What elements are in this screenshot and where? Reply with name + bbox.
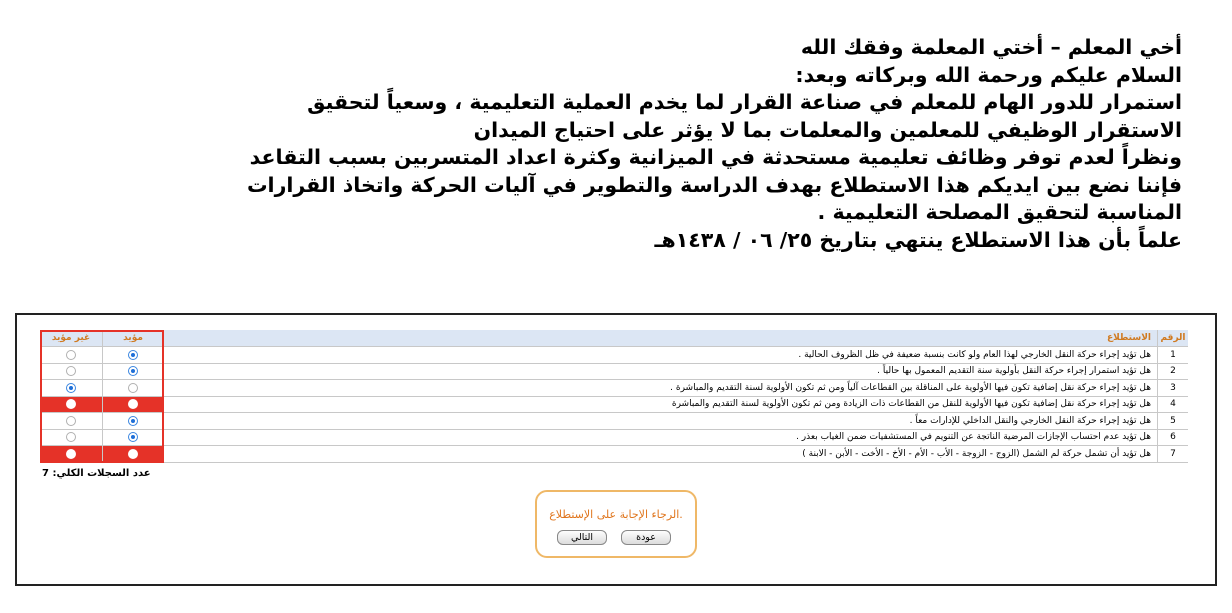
disagree-radio[interactable]	[66, 416, 76, 426]
disagree-cell	[40, 446, 103, 462]
agree-cell	[103, 430, 164, 446]
row-number: 4	[1157, 397, 1188, 413]
table-row	[40, 380, 1188, 397]
header-agree: مؤيد	[103, 330, 164, 346]
disagree-radio[interactable]	[66, 350, 76, 360]
disagree-cell	[40, 347, 103, 363]
row-number: 5	[1157, 413, 1188, 429]
table-row	[40, 397, 1188, 414]
disagree-cell	[40, 413, 103, 429]
header-disagree: غير مؤيد	[40, 330, 103, 346]
table-row	[40, 347, 1188, 364]
row-number: 7	[1157, 446, 1188, 462]
alert-dialog	[535, 490, 697, 558]
row-question: هل تؤيد أن تشمل حركة لم الشمل (الزوج - الزوجة - الأب - الأم - الأخ - الأخت - الأبن - الابنة )	[802, 448, 1151, 459]
agree-cell	[103, 413, 164, 429]
agree-radio[interactable]	[128, 449, 138, 459]
dialog-message: .الرجاء الإجابة على الإستطلاع	[549, 508, 683, 521]
next-button[interactable]: التالي	[557, 530, 607, 545]
agree-radio[interactable]	[128, 383, 138, 393]
table-row	[40, 413, 1188, 430]
agree-radio[interactable]	[128, 399, 138, 409]
letter-line: فإننا نضع بين ايديكم هذا الاستطلاع بهدف الدراسة والتطوير في آليات الحركة واتخاذ القرارات	[246, 172, 1182, 197]
row-question: هل تؤيد إجراء حركة النقل الخارجي والنقل الداخلي للإدارات معاً .	[909, 415, 1151, 426]
row-number: 3	[1157, 380, 1188, 396]
disagree-radio[interactable]	[66, 366, 76, 376]
letter-line: علماً بأن هذا الاستطلاع ينتهي بتاريخ ٢٥/ ٠٦ / ١٤٣٨هـ	[654, 227, 1182, 252]
table-row	[40, 364, 1188, 381]
letter-line: السلام عليكم ورحمة الله وبركاته وبعد:	[795, 62, 1182, 87]
agree-cell	[103, 446, 164, 462]
agree-radio[interactable]	[128, 432, 138, 442]
agree-cell	[103, 380, 164, 396]
letter-line: المناسبة لتحقيق المصلحة التعليمية .	[817, 200, 1182, 224]
agree-cell	[103, 397, 164, 413]
row-question: هل تؤيد استمرار إجراء حركة النقل بأولوية سنة التقديم المعمول بها حالياً .	[877, 366, 1151, 377]
row-question: هل تؤيد إجراء حركة نقل إضافية تكون فيها الأولوية على المناقلة بين القطاعات آلياً ومن ثم تكون الأولوية لسنة التقديم والمباشرة .	[670, 382, 1151, 393]
row-question: هل تؤيد عدم احتساب الإجازات المرضية الناتجة عن التنويم في المستشفيات ضمن الغياب بعذر .	[796, 432, 1151, 443]
back-button[interactable]: عودة	[621, 530, 671, 545]
row-number: 2	[1157, 364, 1188, 380]
table-row	[40, 430, 1188, 447]
disagree-cell	[40, 397, 103, 413]
disagree-radio[interactable]	[66, 449, 76, 459]
row-question: هل تؤيد إجراء حركة نقل إضافية تكون فيها الأولوية للنقل من القطاعات ذات الزيادة ومن ثم تكون الأولوية لسنة التقديم والمباشرة	[671, 399, 1151, 410]
table-row	[40, 446, 1188, 463]
letter-line: الاستقرار الوظيفي للمعلمين والمعلمات بما لا يؤثر على احتياج الميدان	[473, 117, 1182, 142]
letter-text	[70, 34, 1182, 254]
agree-cell	[103, 364, 164, 380]
header-question: الاستطلاع	[1106, 333, 1151, 343]
agree-radio[interactable]	[128, 366, 138, 376]
letter-line: أخي المعلم – أختي المعلمة وفقك الله	[800, 35, 1182, 59]
disagree-cell	[40, 430, 103, 446]
header-num: الرقم	[1157, 330, 1188, 346]
row-number: 1	[1157, 347, 1188, 363]
row-number: 6	[1157, 430, 1188, 446]
row-question: هل تؤيد إجراء حركة النقل الخارجي لهذا العام ولو كانت بنسبة ضعيفة في ظل الظروف الحالية .	[798, 349, 1151, 360]
agree-radio[interactable]	[128, 350, 138, 360]
disagree-radio[interactable]	[66, 383, 76, 393]
agree-radio[interactable]	[128, 416, 138, 426]
disagree-cell	[40, 380, 103, 396]
letter-line: استمرار للدور الهام للمعلم في صناعة القرار لما يخدم العملية التعليمية ، وسعياً لتحقيق	[307, 90, 1182, 114]
total-records: عدد السجلات الكلي: 7	[42, 468, 151, 479]
survey-table	[40, 330, 1188, 463]
agree-cell	[103, 347, 164, 363]
table-header	[40, 330, 1188, 347]
letter-line: ونظراً لعدم توفر وظائف تعليمية مستحدثة في الميزانية وكثرة اعداد المتسربين بسبب التقاعد	[249, 145, 1182, 169]
disagree-radio[interactable]	[66, 432, 76, 442]
disagree-radio[interactable]	[66, 399, 76, 409]
disagree-cell	[40, 364, 103, 380]
